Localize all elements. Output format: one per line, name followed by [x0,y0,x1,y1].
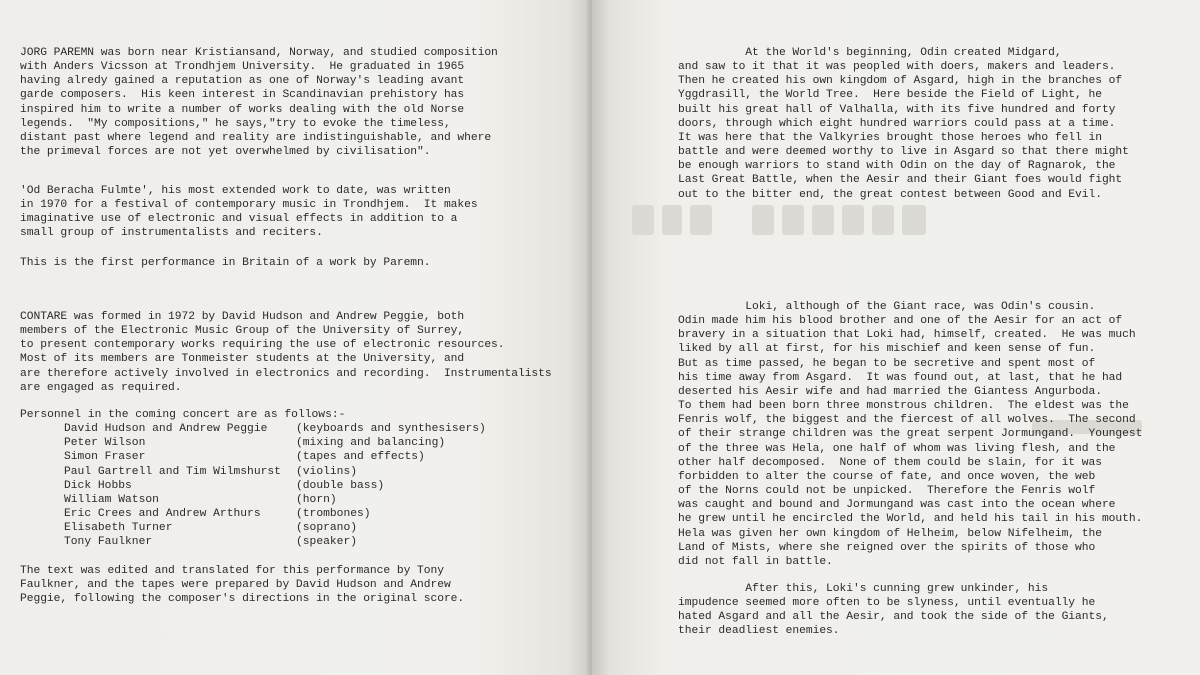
personnel-row [20,479,486,493]
performer-role: (speaker) [296,536,358,549]
performer-role: (mixing and balancing) [296,437,446,450]
work-description: 'Od Beracha Fulmte', his most extended work to date, was written in 1970 for a festival of contemporary music in Trondhjem. It makes imaginative use of electronic and visual effects in addition to a small group of instrumentalists and reciters. [20,185,478,240]
right-page [592,0,1200,675]
premiere-note: This is the first performance in Britain of a work by Paremn. [20,257,431,269]
performer-role: (keyboards and synthesisers) [296,423,486,436]
performer-name: David Hudson and Andrew Peggie [64,423,268,436]
odin-passage: At the World's beginning, Odin created Midgard, and saw to it that it was peopled with doers, makers and leaders. Then he created his own kingdom of Asgard, high in the branches of Yggdrasill, the World Tree. Here beside the Field of Light, he built his great hall of Valhalla, with its five hundred and forty doors, through which eight hundred warriors could pass at a time. It was here that the Valkyries brought those heroes who fell in battle and were deemed worthy to live in Asgard so that there might be enough warriors to stand with Odin on the day of Ragnarok, the Last Great Battle, when the Aesir and their Giant foes would fight out to the bitter end, the great contest between Good and Evil. [678,47,1129,201]
personnel-row [20,436,486,450]
personnel-intro: Personnel in the coming concert are as follows:- [20,409,346,421]
performer-role: (horn) [296,493,337,506]
performer-role: (violins) [296,465,358,478]
performer-role: (double bass) [296,479,385,492]
performer-name: Peter Wilson [64,437,146,450]
performer-name: William Watson [64,493,159,506]
personnel-row [20,507,486,521]
personnel-row [20,535,486,549]
loki-passage: Loki, although of the Giant race, was Odin's cousin. Odin made him his blood brother and one of the Aesir for an act of bravery in a situation that Loki had, himself, created. He was much liked by all at first, for his mischief and keen sense of fun. But as time passed, he began to be secretive and spent most of his time away from Asgard. It was found out, at last, that he had deserted his Aesir wife and had married the Giantess Angurboda. To them had been born three monstrous children. The eldest was the Fenris wolf, the biggest and the fiercest of all wolves. The second of their strange children was the great serpent Jormungand. Youngest of the three was Hela, one half of whom was living flesh, and the other half decomposed. None of them could be slain, for it was forbidden to alter the course of fate, and once woven, the web of the Norns could not be unpicked. Therefore the Fenris wolf was caught and bound and Jormungand was cast into the ocean where he grew until he encircled the World, and held his tail in his mouth. Hela was given her own kingdom of Helheim, below Nifelheim, the Land of Mists, where she reigned over the spirits of those who did not fall in battle. [678,301,1143,568]
performer-role: (tapes and effects) [296,451,425,464]
personnel-row [20,422,486,436]
performer-name: Tony Faulkner [64,536,153,549]
personnel-row [20,450,486,464]
performer-role: (trombones) [296,508,371,521]
aftermath-passage: After this, Loki's cunning grew unkinder, his impudence seemed more often to be slyness, until eventually he hated Asgard and all the Aesir, and took the side of the Giants, their deadliest enemies. [678,583,1109,638]
performer-name: Elisabeth Turner [64,522,173,535]
contare-description: CONTARE was formed in 1972 by David Hudson and Andrew Peggie, both members of the Electronic Music Group of the University of Surrey, to present contemporary works requiring the use of electronic resources. Most of its members are Tonmeister students at the University, and are therefore actively involved in electronics and recording. Instrumentalists are engaged as required. [20,311,552,394]
performer-name: Dick Hobbs [64,479,132,492]
personnel-row [20,493,486,507]
performer-role: (soprano) [296,522,358,535]
credits: The text was edited and translated for this performance by Tony Faulkner, and the tapes were prepared by David Hudson and Andrew Peggie, following the composer's directions in the original score. [20,565,465,606]
personnel-row [20,465,486,479]
personnel-row [20,521,486,535]
composer-bio: JORG PAREMN was born near Kristiansand, Norway, and studied composition with Anders Vicsson at Trondhjem University. He graduated in 1965 having alredy gained a reputation as one of Norway's leading avant garde composers. His keen interest in Scandinavian prehistory has inspired him to write a number of works dealing with the old Norse legends. "My compositions," he says,"try to evoke the timeless, distant past where legend and reality are indistinguishable, and where the primeval forces are not yet overwhelmed by civilisation". [20,47,498,159]
performer-name: Simon Fraser [64,451,146,464]
performer-name: Eric Crees and Andrew Arthurs [64,508,261,521]
left-page [0,0,590,675]
personnel-list [20,408,486,550]
performer-name: Paul Gartrell and Tim Wilmshurst [64,465,281,478]
